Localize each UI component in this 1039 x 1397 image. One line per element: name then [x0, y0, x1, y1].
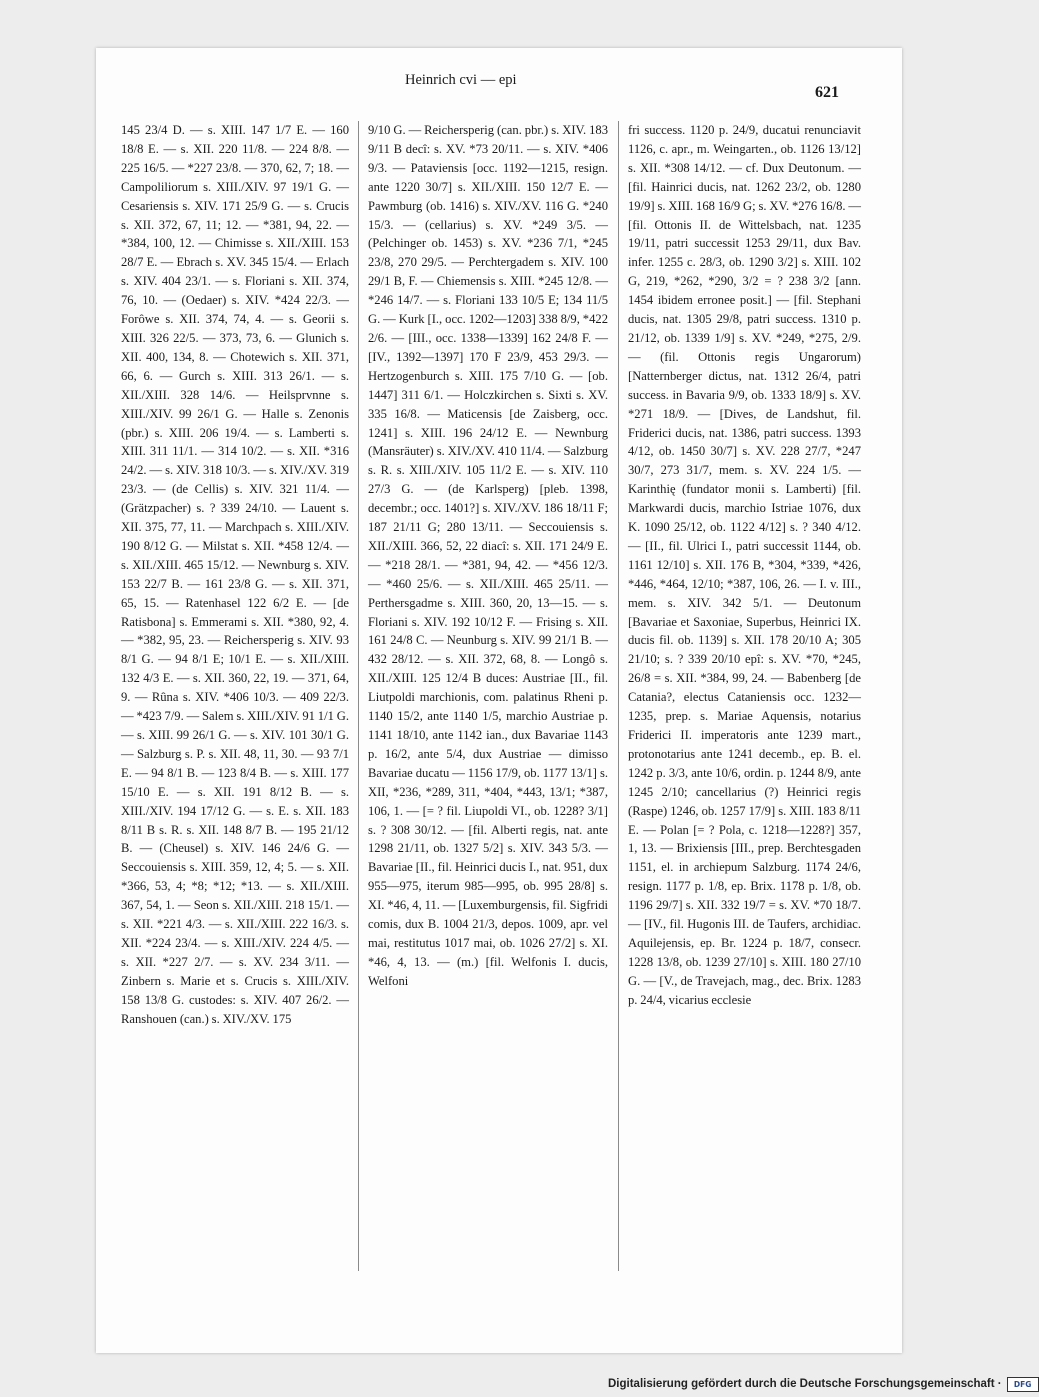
column-text: fri success. 1120 p. 24/9, ducatui renunciavit 1126, c. apr., m. Weingarten., ob. 1126 13/12] s. XII. *308 14/12. — cf. Dux Deutonum. — [fil. Hainrici ducis, nat. 1262 23/2, ob. 1280 19/9] s. XIII. 168 16/9 G; s. XV. *276 16/8. — [fil. Ottonis II. de Wittelsbach, nat. 1235 19/11, patri successit 1253 29/11, dux Bav. infer. 1255 c. 28/3, ob. 1290 3/2] s. XIII. 102 G, 219, *262, *290, 3/2 = ? 238 3/2 [ann. 1454 ibidem erronee posit.] — [fil. Stephani ducis, nat. 1305 29/8, patri success. 1310 p. 21/12, ob. 1339 1/9] s. XV. *249, *275, 2/9. — (fil. Ottonis regis Ungarorum) [Natternberger dictus, nat. 1312 26/4, patri success. in Bavaria 9/9, ob. 1333 18/9] s. XV. *271 18/9. — [Dives, de Landshut, fil. Friderici ducis, nat. 1386, patri success. 1393 4/12, ob. 1450 30/7] s. XV. 228 27/7, *247 30/7, 273 31/7, mem. s. XV. 224 1/5. — Karinthię (fundator monii s. Lamberti) [fil. Markwardi ducis, marchio Istriae 1076, dux K. 1090 25/12, ob. 1122 4/12] s. ? 340 4/12. — [II., fil. Ulrici I., patri successit 1144, ob. 1161 12/10] s. XII. 176 B, *304, *339, *426, *446, *464, 12/10; *387, 106, 26. — I. v. III., mem. s. XIV. 342 5/1. — Deutonum [Bavariae et Saxoniae, Superbus, Heinrici IX. ducis fil. ob. 1139] s. XII. 178 20/10 A; 305 21/10; s. ? 339 20/10 epî: s. XV. *70, *245, 26/8 = s. XII. *384, 99, 24. — Babenberg [de Catania?, electus Cataniensis occ. 1232—1235, prep. s. Mariae Aquensis, notarius Friderici II. imperatoris ante 1239 mart., protonotarius ante 1241 decemb., ep. B. el. 1242 p. 3/3, ante 10/6, ordin. p. 1244 8/9, ante 1245 2/10; cancellarius (?) Heinrici regis (Raspe) 1246, ob. 1257 17/9] s. XIII. 183 8/11 E. — Polan [= ? Pola, c. 1218—1228?] 357, 1, 13. — Brixiensis [III., prep. Berchtesgaden 1151, el. in archiepum Salzburg. 1174 24/6, resign. 1177 p. 1/8, ep. Brix. 1178 p. 1/8, ob. 1196 29/7] s. XII. 332 19/7 = s. XV. *70 18/7. — [IV., fil. Hugonis III. de Taufers, archidiac. Aquilejensis, ep. Br. 1224 p. 18/7, consecr. 1228 13/8, ob. 1239 27/10] s. XIII. 180 27/10 G. — [V., de Travejach, mag., dec. Brix. 1283 p. 24/4, vicarius ecclesie: [628, 123, 861, 1007]
funding-credit-text: Digitalisierung gefördert durch die Deutsche Forschungsgemeinschaft ·: [608, 1378, 1002, 1390]
footer-credit: [608, 1376, 1039, 1392]
column-text: 9/10 G. — Reichersperig (can. pbr.) s. XIV. 183 9/11 B decî: s. XV. *73 20/11. — s. XIV. *406 9/3. — Pataviensis [occ. 1192—1215, resign. ante 1220 30/7] s. XII./XIII. 150 12/7 E. — Pawmburg (ob. 1416) s. XIV./XV. 116 G. *240 15/3. — (cellarius) s. XV. *249 3/5. — (Pelchinger ob. 1453) s. XV. *236 7/1, *245 23/8, 270 29/5. — Perchtergadem s. XIV. 100 29/1 B, F. — Chiemensis s. XIII. *245 12/8. — *246 14/7. — s. Floriani 133 10/5 E; 134 11/5 G. — Kurk [I., occ. 1202—1203] 338 8/9, *422 2/6. — [III., occ. 1338—1339] 162 24/8 F. — [IV., 1392—1397] 170 F 23/9, 453 29/3. — Hertzogenburch s. XIII. 175 7/10 G. — [ob. 1447] 311 6/1. — Holczkirchen s. Sixti s. XV. 335 16/8. — Maticensis [de Zaisberg, occ. 1241] s. XIII. 196 24/12 E. — Newnburg (Mansräuter) s. XIV./XV. 410 11/4. — Salzburg s. R. s. XIII./XIV. 105 11/2 E. — s. XIV. 110 27/3 G. — (de Karlsperg) [pleb. 1398, decembr.; occ. 1401?] s. XIV./XV. 186 18/11 F; 187 21/11 G; 280 13/11. — Seccouiensis s. XII./XIII. 366, 52, 22 diacî: s. XII. 171 24/9 E. — *218 28/1. — *381, 94, 42. — *456 12/3. — *460 25/6. — s. XII./XIII. 465 25/11. — Perthersgadme s. XIII. 360, 20, 13—15. — s. Floriani s. XIV. 192 10/12 F. — Frising s. XII. 161 24/8 C. — Neunburg s. XIV. 99 21/1 B. — 432 28/12. — s. XII. 372, 68, 8. — Longô s. XII./XIII. 125 12/4 B duces: Austriae [II., fil. Liutpoldi marchionis, com. palatinus Rheni p. 1140 15/2, ante 1140 1/5, marchio Austriae p. 1141 18/10, ante 1142 ian., dux Bavariae 1143 p. 16/2, ante 5/4, dux Austriae — dimisso Bavariae ducatu — 1156 17/9, ob. 1177 13/1] s. XII, *236, *289, 311, *404, *443, 13/1; *387, 106, 1. — [= ? fil. Liupoldi VI., ob. 1228? 3/1] s. ? 308 30/12. — [fil. Alberti regis, nat. ante 1298 21/11, ob. 1327 5/2] s. XIV. 343 5/3. — Bavariae [II., fil. Heinrici ducis I., nat. 951, dux 955—975, iterum 985—995, ob. 995 28/8] s. XI. *46, 4, 11. — [Luxemburgensis, fil. Sigfridi comis, dux B. 1004 21/3, depos. 1009, apr. vel mai, restitutus 1017 mai, ob. 1026 27/2] s. XI. *46, 4, 13. — (m.) [fil. Welfonis I. ducis, Welfoni: [368, 123, 608, 988]
text-column-middle: [368, 121, 608, 1271]
dfg-logo-icon[interactable]: DFG: [1007, 1377, 1039, 1392]
running-header: Heinrich cvi — epi: [405, 72, 517, 88]
column-divider: [618, 121, 619, 1271]
text-column-right: [628, 121, 861, 1271]
column-text: 145 23/4 D. — s. XIII. 147 1/7 E. — 160 18/8 E. — s. XII. 220 11/8. — 224 8/8. — 225 16/5. — *227 23/8. — 370, 62, 7; 18. — Campoliliorum s. XIII./XIV. 97 19/1 G. — Cesariensis s. XIV. 171 25/9 G. — s. Crucis s. XII. 372, 67, 11; 12. — *381, 94, 22. — *384, 100, 12. — Chimisse s. XII./XIII. 153 28/7 E. — Ebrach s. XV. 345 15/4. — Erlach s. XIV. 404 23/1. — s. Floriani s. XII. 374, 76, 10. — (Oedaer) s. XIV. *424 22/3. — Forôwe s. XII. 374, 74, 4. — s. Georii s. XIII. 326 22/5. — 373, 73, 6. — Glunich s. XII. 400, 134, 8. — Chotewich s. XII. 371, 66, 6. — Gurch s. XIII. 313 26/1. — s. XII./XIII. 328 14/6. — Heilsprvnne s. XIII./XIV. 99 26/1 G. — Halle s. Zenonis (pbr.) s. XIII. 206 19/4. — s. Lamberti s. XIII. 311 11/1. — 314 10/2. — s. XII. *316 24/2. — s. XIV. 318 10/3. — s. XIV./XV. 319 23/3. — (de Cellis) s. XIV. 321 11/4. — (Grätzpacher) s. ? 339 24/10. — Lauent s. XII. 375, 77, 11. — Marchpach s. XIII./XIV. 190 8/12 G. — Milstat s. XII. *458 12/4. — s. XII./XIII. 465 15/12. — Newnburg s. XIV. 153 22/7 B. — 161 23/8 G. — s. XII. 371, 65, 15. — Ratenhasel 122 6/2 E. — [de Ratisbona] s. Emmerami s. XII. *380, 92, 4. — *382, 95, 23. — Reichersperig s. XIV. 93 8/1 G. — 94 8/1 E; 10/1 E. — s. XII./XIII. 132 4/3 E. — s. XII. 360, 22, 19. — 371, 64, 9. — Rûna s. XIV. *406 10/3. — 409 22/3. — *423 7/9. — Salem s. XIII./XIV. 91 1/1 G. — s. XIII. 99 26/1 G. — s. XIV. 101 30/1 G. — Salzburg s. P. s. XII. 48, 11, 30. — 93 7/1 E. — 94 8/1 B. — 123 8/4 B. — s. XIII. 177 15/10 E. — s. XII. 191 8/12 B. — s. XIII./XIV. 194 17/12 G. — s. E. s. XII. 183 8/11 B s. R. s. XII. 148 8/7 B. — 195 21/12 B. — (Cheusel) s. XIV. 146 24/6 G. — Seccouiensis s. XIII. 359, 12, 4; 5. — s. XII. *366, 53, 4; *8; *12; *13. — s. XII./XIII. 367, 54, 1. — Seon s. XII./XIII. 218 15/1. — s. XII. *221 4/3. — s. XII./XIII. 222 16/3. s. XII. *224 23/4. — s. XIII./XIV. 224 4/5. — s. XII. *227 2/7. — s. XV. 234 3/11. — Zinbern s. Marie et s. Crucis s. XIII./XIV. 158 13/8 G. custodes: s. XIV. 407 26/2. — Ranshouen (can.) s. XIV./XV. 175: [121, 123, 349, 1026]
text-column-left: [121, 121, 349, 1271]
page-number: 621: [815, 84, 839, 101]
column-divider: [358, 121, 359, 1271]
